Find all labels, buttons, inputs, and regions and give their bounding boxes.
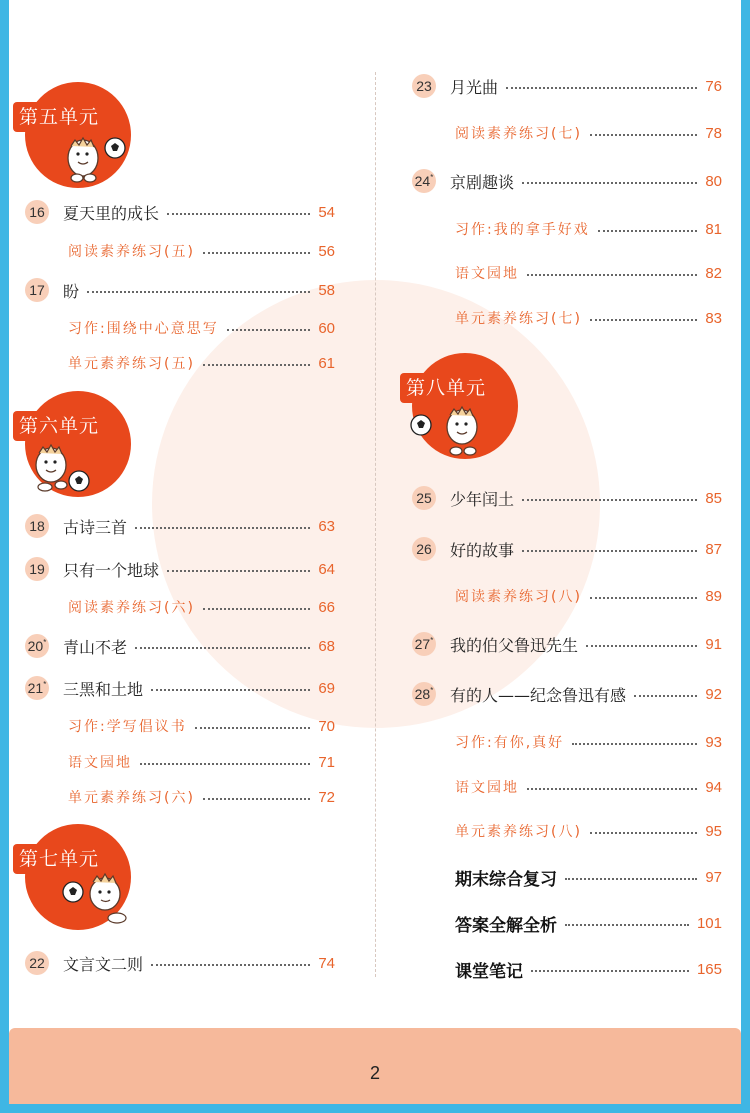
- entry-page: 74: [318, 954, 335, 972]
- entry-title: 习作:我的拿手好戏: [455, 222, 590, 238]
- leader-dots: [634, 695, 697, 697]
- entry-title: 文言文二则: [63, 954, 144, 974]
- entry-title: 阅读素养练习(五): [68, 244, 195, 260]
- entry-title: 月光曲: [450, 77, 499, 97]
- leader-dots: [135, 647, 310, 649]
- leader-dots: [203, 364, 310, 366]
- lesson-number: 18: [25, 514, 49, 538]
- toc-entry[interactable]: [68, 350, 335, 376]
- entry-title: 单元素养练习(八): [455, 824, 582, 840]
- entry-page: 101: [696, 914, 722, 932]
- leader-dots: [203, 608, 310, 610]
- toc-entry[interactable]: [455, 120, 722, 146]
- leader-dots: [586, 645, 697, 647]
- entry-page: 72: [318, 788, 335, 806]
- lesson-number: 26: [412, 537, 436, 561]
- leader-dots: [590, 832, 697, 834]
- leader-dots: [135, 527, 310, 529]
- leader-dots: [167, 213, 310, 215]
- leader-dots: [527, 274, 697, 276]
- page-number: 2: [369, 1063, 380, 1083]
- toc-entry[interactable]: [25, 199, 335, 225]
- entry-title: 答案全解全析: [455, 915, 557, 936]
- lesson-number: 28 *: [412, 682, 436, 706]
- leader-dots: [227, 329, 311, 331]
- unit-7-title: 第七单元: [13, 844, 105, 874]
- unit-7-badge: [19, 824, 131, 930]
- toc-entry[interactable]: [412, 485, 722, 511]
- entry-page: 66: [318, 598, 335, 616]
- lesson-number: 19: [25, 557, 49, 581]
- leader-dots: [598, 230, 698, 232]
- toc-entry[interactable]: [412, 681, 722, 707]
- toc-entry[interactable]: [455, 216, 722, 242]
- leader-dots: [195, 727, 311, 729]
- toc-entry[interactable]: [68, 238, 335, 264]
- toc-entry[interactable]: [455, 305, 722, 331]
- entry-page: 78: [705, 124, 722, 142]
- toc-entry[interactable]: [455, 956, 722, 982]
- entry-title: 好的故事: [450, 540, 515, 560]
- entry-page: 83: [705, 309, 722, 327]
- leader-dots: [527, 788, 697, 790]
- entry-page: 58: [318, 281, 335, 299]
- entry-page: 165: [696, 960, 722, 978]
- toc-entry[interactable]: [455, 818, 722, 844]
- leader-dots: [140, 763, 310, 765]
- toc-entry[interactable]: [25, 556, 335, 582]
- entry-page: 54: [318, 203, 335, 221]
- leader-dots: [565, 924, 689, 926]
- entry-title: 单元素养练习(七): [455, 311, 582, 327]
- unit-8-title: 第八单元: [400, 373, 492, 403]
- bottom-border: [0, 1104, 750, 1113]
- toc-entry[interactable]: [68, 713, 335, 739]
- toc-entry[interactable]: [68, 784, 335, 810]
- unit-6-badge: [19, 391, 131, 497]
- toc-entry[interactable]: [455, 910, 722, 936]
- lesson-number: 27 *: [412, 632, 436, 656]
- entry-title: 阅读素养练习(七): [455, 126, 582, 142]
- entry-page: 63: [318, 517, 335, 535]
- entry-title: 语文园地: [68, 755, 132, 771]
- right-border: [741, 0, 750, 1113]
- entry-title: 盼: [63, 281, 80, 301]
- entry-page: 68: [318, 637, 335, 655]
- lesson-number: 25: [412, 486, 436, 510]
- toc-entry[interactable]: [412, 536, 722, 562]
- entry-page: 81: [705, 220, 722, 238]
- leader-dots: [203, 252, 310, 254]
- column-divider: [375, 72, 376, 977]
- entry-title: 只有一个地球: [63, 560, 160, 580]
- toc-entry[interactable]: [412, 168, 722, 194]
- leader-dots: [531, 970, 689, 972]
- toc-entry[interactable]: [68, 315, 335, 341]
- entry-title: 少年闰土: [450, 489, 515, 509]
- entry-title: 古诗三首: [63, 517, 128, 537]
- mascot-football-icon: [27, 435, 99, 499]
- toc-entry[interactable]: [455, 583, 722, 609]
- lesson-number: 17: [25, 278, 49, 302]
- entry-title: 京剧趣谈: [450, 172, 515, 192]
- lesson-number: 22: [25, 951, 49, 975]
- entry-title: 期末综合复习: [455, 869, 557, 890]
- leader-dots: [87, 291, 310, 293]
- leader-dots: [522, 499, 697, 501]
- leader-dots: [590, 319, 697, 321]
- toc-entry[interactable]: [25, 513, 335, 539]
- entry-page: 85: [705, 489, 722, 507]
- entry-page: 95: [705, 822, 722, 840]
- lesson-number: 20 *: [25, 634, 49, 658]
- mascot-football-icon: [61, 864, 137, 930]
- entry-page: 70: [318, 717, 335, 735]
- toc-entry[interactable]: [455, 729, 722, 755]
- entry-title: 习作:围绕中心意思写: [68, 321, 219, 337]
- leader-dots: [506, 87, 697, 89]
- entry-title: 我的伯父鲁迅先生: [450, 635, 579, 655]
- entry-title: 习作:学写倡议书: [68, 719, 187, 735]
- leader-dots: [590, 134, 697, 136]
- mascot-football-icon: [57, 124, 129, 188]
- entry-title: 夏天里的成长: [63, 203, 160, 223]
- entry-page: 71: [318, 753, 335, 771]
- lesson-number: 16: [25, 200, 49, 224]
- entry-title: 三黑和土地: [63, 679, 144, 699]
- entry-page: 97: [705, 868, 722, 886]
- entry-title: 青山不老: [63, 637, 128, 657]
- toc-entry[interactable]: [68, 594, 335, 620]
- leader-dots: [167, 570, 310, 572]
- lesson-number: 21 *: [25, 676, 49, 700]
- unit-5-badge: [19, 82, 131, 188]
- toc-entry[interactable]: [412, 73, 722, 99]
- leader-dots: [522, 182, 697, 184]
- unit-8-badge: [406, 353, 518, 459]
- entry-page: 61: [318, 354, 335, 372]
- entry-title: 习作:有你,真好: [455, 735, 565, 751]
- entry-page: 92: [705, 685, 722, 703]
- toc-entry[interactable]: [25, 675, 335, 701]
- entry-title: 单元素养练习(五): [68, 356, 195, 372]
- toc-entry[interactable]: [25, 633, 335, 659]
- left-border: [0, 0, 9, 1113]
- entry-title: 阅读素养练习(八): [455, 589, 582, 605]
- leader-dots: [565, 878, 697, 880]
- leader-dots: [572, 743, 697, 745]
- leader-dots: [522, 550, 697, 552]
- leader-dots: [151, 689, 310, 691]
- leader-dots: [203, 798, 310, 800]
- mascot-football-icon: [410, 397, 486, 461]
- toc-entry[interactable]: [455, 774, 722, 800]
- toc-entry[interactable]: [68, 749, 335, 775]
- entry-title: 有的人——纪念鲁迅有感: [450, 685, 627, 705]
- toc-entry[interactable]: [25, 950, 335, 976]
- toc-entry[interactable]: [455, 864, 722, 890]
- entry-title: 课堂笔记: [455, 961, 523, 982]
- unit-6-title: 第六单元: [13, 411, 105, 441]
- toc-entry[interactable]: [412, 631, 722, 657]
- unit-5-title: 第五单元: [13, 102, 105, 132]
- entry-page: 80: [705, 172, 722, 190]
- entry-page: 93: [705, 733, 722, 751]
- toc-entry[interactable]: [25, 277, 335, 303]
- leader-dots: [151, 964, 310, 966]
- entry-page: 56: [318, 242, 335, 260]
- lesson-number: 23: [412, 74, 436, 98]
- entry-page: 82: [705, 264, 722, 282]
- entry-page: 64: [318, 560, 335, 578]
- entry-page: 76: [705, 77, 722, 95]
- entry-title: 阅读素养练习(六): [68, 600, 195, 616]
- entry-page: 91: [705, 635, 722, 653]
- toc-entry[interactable]: [455, 260, 722, 286]
- entry-title: 语文园地: [455, 780, 519, 796]
- entry-page: 94: [705, 778, 722, 796]
- entry-page: 89: [705, 587, 722, 605]
- entry-page: 87: [705, 540, 722, 558]
- entry-page: 69: [318, 679, 335, 697]
- page-footer: [9, 1028, 741, 1104]
- entry-title: 单元素养练习(六): [68, 790, 195, 806]
- lesson-number: 24 *: [412, 169, 436, 193]
- top-margin: [0, 0, 750, 22]
- entry-title: 语文园地: [455, 266, 519, 282]
- leader-dots: [590, 597, 697, 599]
- entry-page: 60: [318, 319, 335, 337]
